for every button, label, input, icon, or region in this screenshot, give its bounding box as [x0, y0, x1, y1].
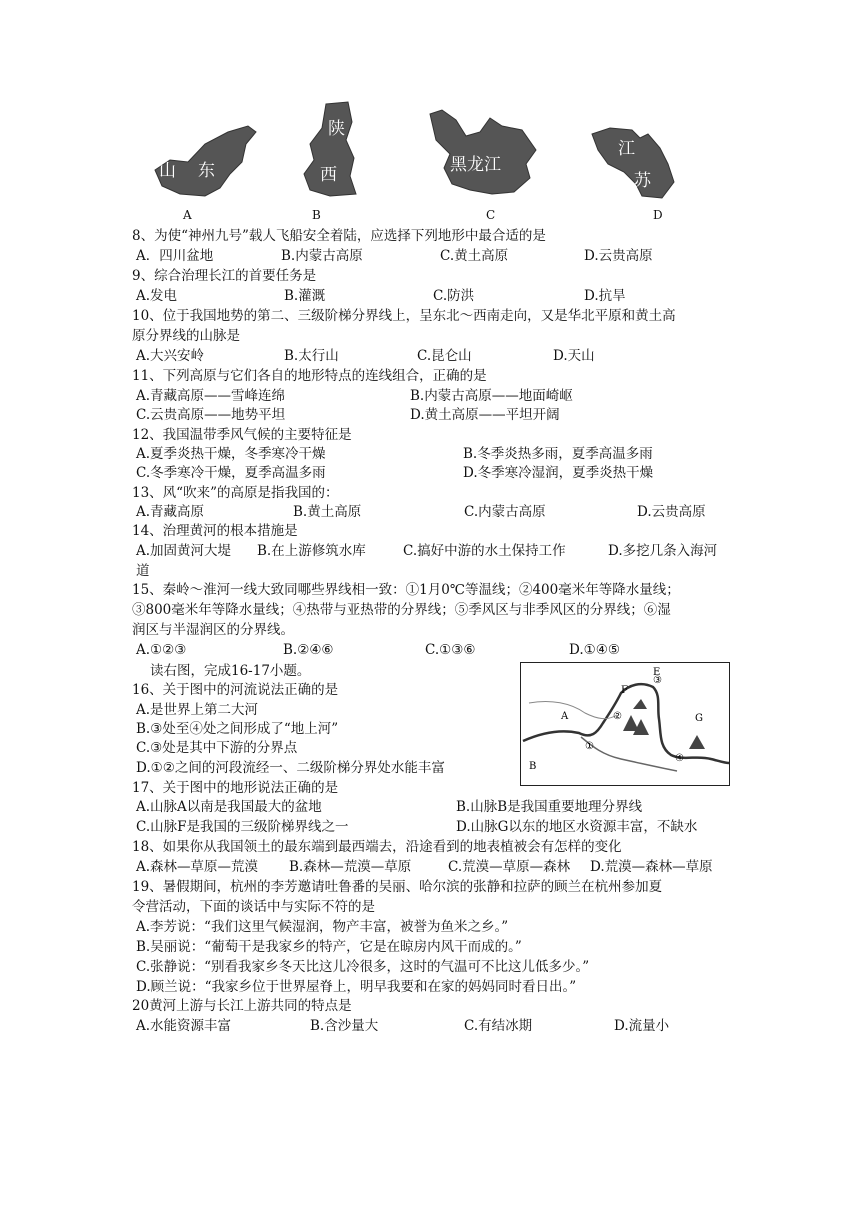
svg-text:东: 东 [198, 161, 215, 181]
q18-option-b[interactable]: B.森林—荒漠—草原 [289, 859, 412, 875]
q14-option-c[interactable]: C.搞好中游的水土保持工作 [403, 543, 566, 559]
q14-option-d-tail: 道 [136, 563, 150, 579]
province-map-shaanxi [300, 100, 362, 200]
question-19-stem-cont: 令营活动，下面的谈话中与实际不符的是 [132, 899, 375, 915]
q13-option-a[interactable]: A.青藏高原 [136, 504, 205, 520]
q19-option-a[interactable]: A.李芳说：“我们这里气候湿润，物产丰富，被誉为鱼米之乡。” [136, 919, 509, 935]
q12-option-b[interactable]: B.冬季炎热多雨，夏季高温多雨 [463, 446, 653, 462]
q20-option-a[interactable]: A.水能资源丰富 [136, 1018, 232, 1034]
q11-option-d[interactable]: D.黄土高原——平坦开阔 [410, 407, 560, 423]
q12-option-a[interactable]: A.夏季炎热干燥，冬季寒冷干燥 [136, 446, 326, 462]
svg-text:西: 西 [320, 165, 337, 185]
q15-option-c[interactable]: C.①③⑥ [425, 642, 476, 658]
q13-option-d[interactable]: D.云贵高原 [637, 504, 706, 520]
question-17-stem: 17、关于图中的地形说法正确的是 [132, 780, 339, 796]
question-11-stem: 11、下列高原与它们各自的地形特点的连线组合，正确的是 [132, 368, 487, 384]
q17-option-a[interactable]: A.山脉A以南是我国最大的盆地 [136, 799, 322, 815]
question-10-stem-cont: 原分界线的山脉是 [132, 328, 240, 344]
read-map-prompt: 读右图，完成16-17小题。 [150, 663, 311, 679]
svg-text:F: F [621, 685, 628, 696]
question-13-stem: 13、风“吹来”的高原是指我国的： [132, 485, 339, 501]
svg-text:山: 山 [159, 161, 176, 181]
q17-option-b[interactable]: B.山脉B是我国重要地理分界线 [456, 799, 643, 815]
q18-option-c[interactable]: C.荒漠—草原—森林 [448, 859, 571, 875]
province-map-shandong [150, 122, 260, 202]
q20-option-d[interactable]: D.流量小 [614, 1018, 670, 1034]
svg-text:④: ④ [675, 753, 684, 764]
q19-option-b[interactable]: B.吴丽说：“葡萄干是我家乡的特产，它是在晾房内风干而成的。” [136, 939, 522, 955]
q10-option-c[interactable]: C.昆仑山 [417, 348, 472, 364]
svg-text:G: G [695, 713, 703, 724]
province-letter-d: D [653, 208, 663, 222]
question-15-stem-cont2: 润区与半湿润区的分界线。 [132, 622, 294, 638]
q10-option-a[interactable]: A.大兴安岭 [136, 348, 205, 364]
province-letter-c: C [486, 208, 496, 222]
province-map-jiangsu [588, 124, 678, 202]
province-letter-a: A [183, 208, 192, 222]
q14-option-a[interactable]: A.加固黄河大堤 [136, 543, 232, 559]
q8-option-a[interactable]: A．四川盆地 [136, 248, 214, 264]
question-12-stem: 12、我国温带季风气候的主要特征是 [132, 427, 352, 443]
q14-option-d[interactable]: D.多挖几条入海河 [608, 543, 718, 559]
q16-option-b[interactable]: B.③处至④处之间形成了“地上河” [136, 721, 339, 737]
q16-option-a[interactable]: A.是世界上第二大河 [136, 702, 259, 718]
q18-option-a[interactable]: A.森林—草原—荒漠 [136, 859, 259, 875]
q8-option-b[interactable]: B.内蒙古高原 [281, 248, 363, 264]
q8-option-c[interactable]: C.黄土高原 [440, 248, 509, 264]
svg-text:①: ① [585, 741, 594, 752]
q10-option-b[interactable]: B.太行山 [284, 348, 339, 364]
q18-option-d[interactable]: D.荒漠—森林—草原 [590, 859, 713, 875]
yellow-river-map [520, 662, 730, 786]
question-9-stem: 9、综合治理长江的首要任务是 [132, 268, 317, 284]
q16-option-d[interactable]: D.①②之间的河段流经一、二级阶梯分界处水能丰富 [136, 760, 445, 776]
svg-text:苏: 苏 [634, 171, 651, 191]
q11-option-c[interactable]: C.云贵高原——地势平坦 [136, 407, 286, 423]
q14-option-b[interactable]: B.在上游修筑水库 [257, 543, 366, 559]
question-19-stem: 19、暑假期间，杭州的李芳邀请吐鲁番的吴丽、哈尔滨的张静和拉萨的顾兰在杭州参加夏 [132, 879, 663, 895]
q20-option-c[interactable]: C.有结冰期 [464, 1018, 533, 1034]
question-10-stem: 10、位于我国地势的第二、三级阶梯分界线上，呈东北～西南走向，又是华北平原和黄土高 [132, 308, 676, 324]
q13-option-c[interactable]: C.内蒙古高原 [464, 504, 546, 520]
question-14-stem: 14、治理黄河的根本措施是 [132, 523, 298, 539]
question-8-stem: 8、为使“神州九号”载人飞船安全着陆，应选择下列地形中最合适的是 [132, 228, 546, 244]
q16-option-c[interactable]: C.③处是其中下游的分界点 [136, 740, 298, 756]
q20-option-b[interactable]: B.含沙量大 [310, 1018, 379, 1034]
q9-option-c[interactable]: C.防洪 [433, 288, 475, 304]
q12-option-c[interactable]: C.冬季寒冷干燥，夏季高温多雨 [136, 465, 326, 481]
svg-text:②: ② [613, 711, 622, 722]
q15-option-a[interactable]: A.①②③ [136, 642, 187, 658]
q15-option-b[interactable]: B.②④⑥ [283, 642, 334, 658]
q19-option-d[interactable]: D.顾兰说：“我家乡位于世界屋脊上，明早我要和在家的妈妈同时看日出。” [136, 979, 577, 995]
q8-option-d[interactable]: D.云贵高原 [584, 248, 653, 264]
q9-option-d[interactable]: D.抗旱 [584, 288, 626, 304]
svg-text:黑龙江: 黑龙江 [450, 155, 501, 175]
q11-option-a[interactable]: A.青藏高原——雪峰连绵 [136, 388, 286, 404]
svg-text:E: E [653, 667, 661, 678]
question-18-stem: 18、如果你从我国领土的最东端到最西端去，沿途看到的地表植被会有怎样的变化 [132, 839, 622, 855]
q10-option-d[interactable]: D.天山 [553, 348, 595, 364]
province-letter-b: B [312, 208, 321, 222]
question-15-stem-cont: ③800毫米年等降水量线；④热带与亚热带的分界线；⑤季风区与非季风区的分界线；⑥湿 [132, 602, 671, 618]
svg-text:江: 江 [618, 139, 635, 159]
q13-option-b[interactable]: B.黄土高原 [293, 504, 362, 520]
svg-text:陕: 陕 [328, 119, 345, 139]
q15-option-d[interactable]: D.①④⑤ [569, 642, 620, 658]
q9-option-b[interactable]: B.灌溉 [284, 288, 326, 304]
q12-option-d[interactable]: D.冬季寒冷湿润，夏季炎热干燥 [463, 465, 654, 481]
svg-text:③: ③ [653, 675, 662, 686]
q9-option-a[interactable]: A.发电 [136, 288, 178, 304]
svg-text:B: B [529, 761, 537, 772]
q11-option-b[interactable]: B.内蒙古高原——地面崎岖 [410, 388, 573, 404]
q17-option-c[interactable]: C.山脉F是我国的三级阶梯界线之一 [136, 819, 349, 835]
q17-option-d[interactable]: D.山脉G以东的地区水资源丰富，不缺水 [456, 819, 698, 835]
svg-text:A: A [561, 711, 569, 722]
q19-option-c[interactable]: C.张静说：“别看我家乡冬天比这儿冷很多，这时的气温可不比这儿低多少。” [136, 959, 590, 975]
question-16-stem: 16、关于图中的河流说法正确的是 [132, 682, 339, 698]
question-15-stem: 15、秦岭～淮河一线大致同哪些界线相一致：①1月0℃等温线；②400毫米年等降水量线； [132, 582, 680, 598]
province-map-heilongjiang [422, 106, 542, 198]
question-20-stem: 20黄河上游与长江上游共同的特点是 [132, 998, 352, 1014]
